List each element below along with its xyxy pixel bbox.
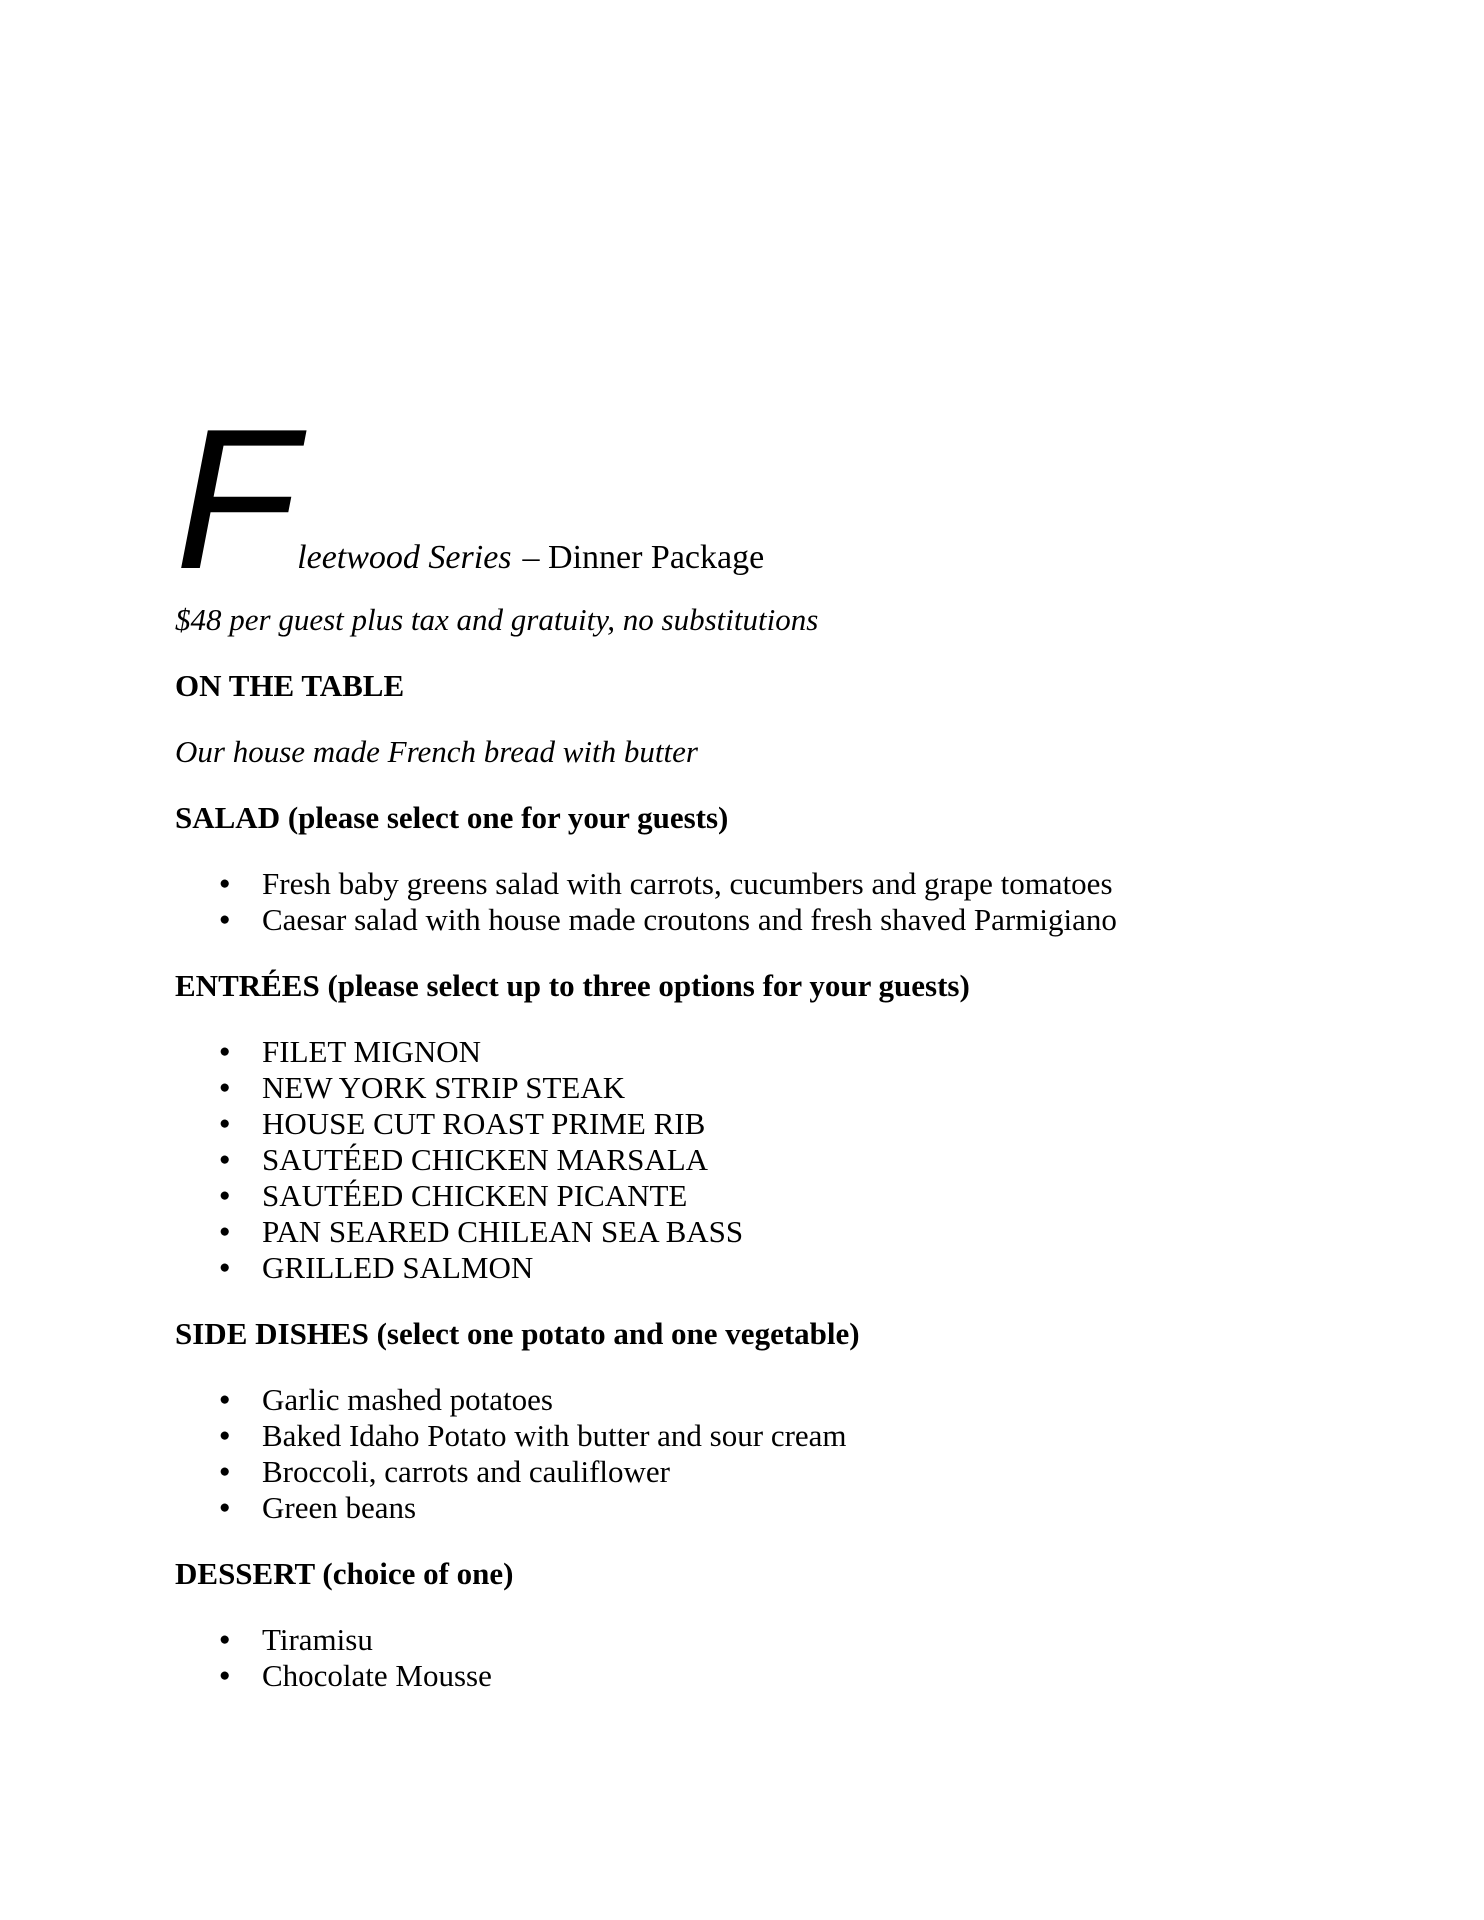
bullet-icon: ● xyxy=(219,1425,231,1446)
section-heading-salad: SALAD (please select one for your guests) xyxy=(175,800,729,835)
document-title xyxy=(175,388,1374,611)
bullet-icon: ● xyxy=(219,1077,231,1098)
list-item-text: Baked Idaho Potato with butter and sour cream xyxy=(262,1418,847,1453)
list-item-entree-6 xyxy=(175,1214,1374,1250)
bullet-icon: ● xyxy=(219,1665,231,1686)
list-item-side-3 xyxy=(175,1454,1374,1490)
dropcap-letter: F xyxy=(175,388,298,611)
list-item-text: Fresh baby greens salad with carrots, cucumbers and grape tomatoes xyxy=(262,866,1113,901)
bullet-icon: ● xyxy=(219,1041,231,1062)
list-item-entree-4 xyxy=(175,1142,1374,1178)
list-item-text: Garlic mashed potatoes xyxy=(262,1382,553,1417)
list-item-text: HOUSE CUT ROAST PRIME RIB xyxy=(262,1106,706,1141)
list-item-side-2 xyxy=(175,1418,1374,1454)
section-heading-entrees: ENTRÉES (please select up to three options for your guests) xyxy=(175,968,970,1003)
salad-list xyxy=(175,866,1374,938)
list-item-text: Tiramisu xyxy=(262,1622,373,1657)
list-item-text: NEW YORK STRIP STEAK xyxy=(262,1070,626,1105)
list-item-salad-2 xyxy=(175,902,1374,938)
list-item-entree-1 xyxy=(175,1034,1374,1070)
list-item-side-4 xyxy=(175,1490,1374,1526)
bullet-icon: ● xyxy=(219,1629,231,1650)
list-item-text: FILET MIGNON xyxy=(262,1034,481,1069)
list-item-text: Caesar salad with house made croutons and fresh shaved Parmigiano xyxy=(262,902,1117,937)
list-item-entree-2 xyxy=(175,1070,1374,1106)
list-item-text: Green beans xyxy=(262,1490,417,1525)
list-item-text: Chocolate Mousse xyxy=(262,1658,492,1693)
bullet-icon: ● xyxy=(219,909,231,930)
bullet-icon: ● xyxy=(219,1185,231,1206)
list-item-entree-3 xyxy=(175,1106,1374,1142)
bullet-icon: ● xyxy=(219,873,231,894)
title-series-name: leetwood Series xyxy=(297,539,512,576)
side-dishes-list xyxy=(175,1382,1374,1526)
list-item-entree-7 xyxy=(175,1250,1374,1286)
bullet-icon: ● xyxy=(219,1149,231,1170)
bullet-icon: ● xyxy=(219,1461,231,1482)
list-item-text: GRILLED SALMON xyxy=(262,1250,534,1285)
dessert-list xyxy=(175,1622,1374,1694)
list-item-dessert-1 xyxy=(175,1622,1374,1658)
list-item-text: Broccoli, carrots and cauliflower xyxy=(262,1454,670,1489)
section-heading-dessert: DESSERT (choice of one) xyxy=(175,1556,514,1591)
list-item-dessert-2 xyxy=(175,1658,1374,1694)
list-item-text: SAUTÉED CHICKEN MARSALA xyxy=(262,1142,709,1177)
section-heading-side-dishes: SIDE DISHES (select one potato and one vegetable) xyxy=(175,1316,860,1351)
bread-note: Our house made French bread with butter xyxy=(175,734,698,769)
price-subtitle: $48 per guest plus tax and gratuity, no substitutions xyxy=(175,602,819,637)
bullet-icon: ● xyxy=(219,1113,231,1134)
list-item-text: SAUTÉED CHICKEN PICANTE xyxy=(262,1178,688,1213)
section-heading-on-the-table: ON THE TABLE xyxy=(175,668,405,703)
list-item-salad-1 xyxy=(175,866,1374,902)
bullet-icon: ● xyxy=(219,1389,231,1410)
title-package-name: – Dinner Package xyxy=(522,539,765,576)
list-item-side-1 xyxy=(175,1382,1374,1418)
bullet-icon: ● xyxy=(219,1221,231,1242)
list-item-entree-5 xyxy=(175,1178,1374,1214)
list-item-text: PAN SEARED CHILEAN SEA BASS xyxy=(262,1214,744,1249)
bullet-icon: ● xyxy=(219,1497,231,1518)
entrees-list xyxy=(175,1034,1374,1286)
bullet-icon: ● xyxy=(219,1257,231,1278)
